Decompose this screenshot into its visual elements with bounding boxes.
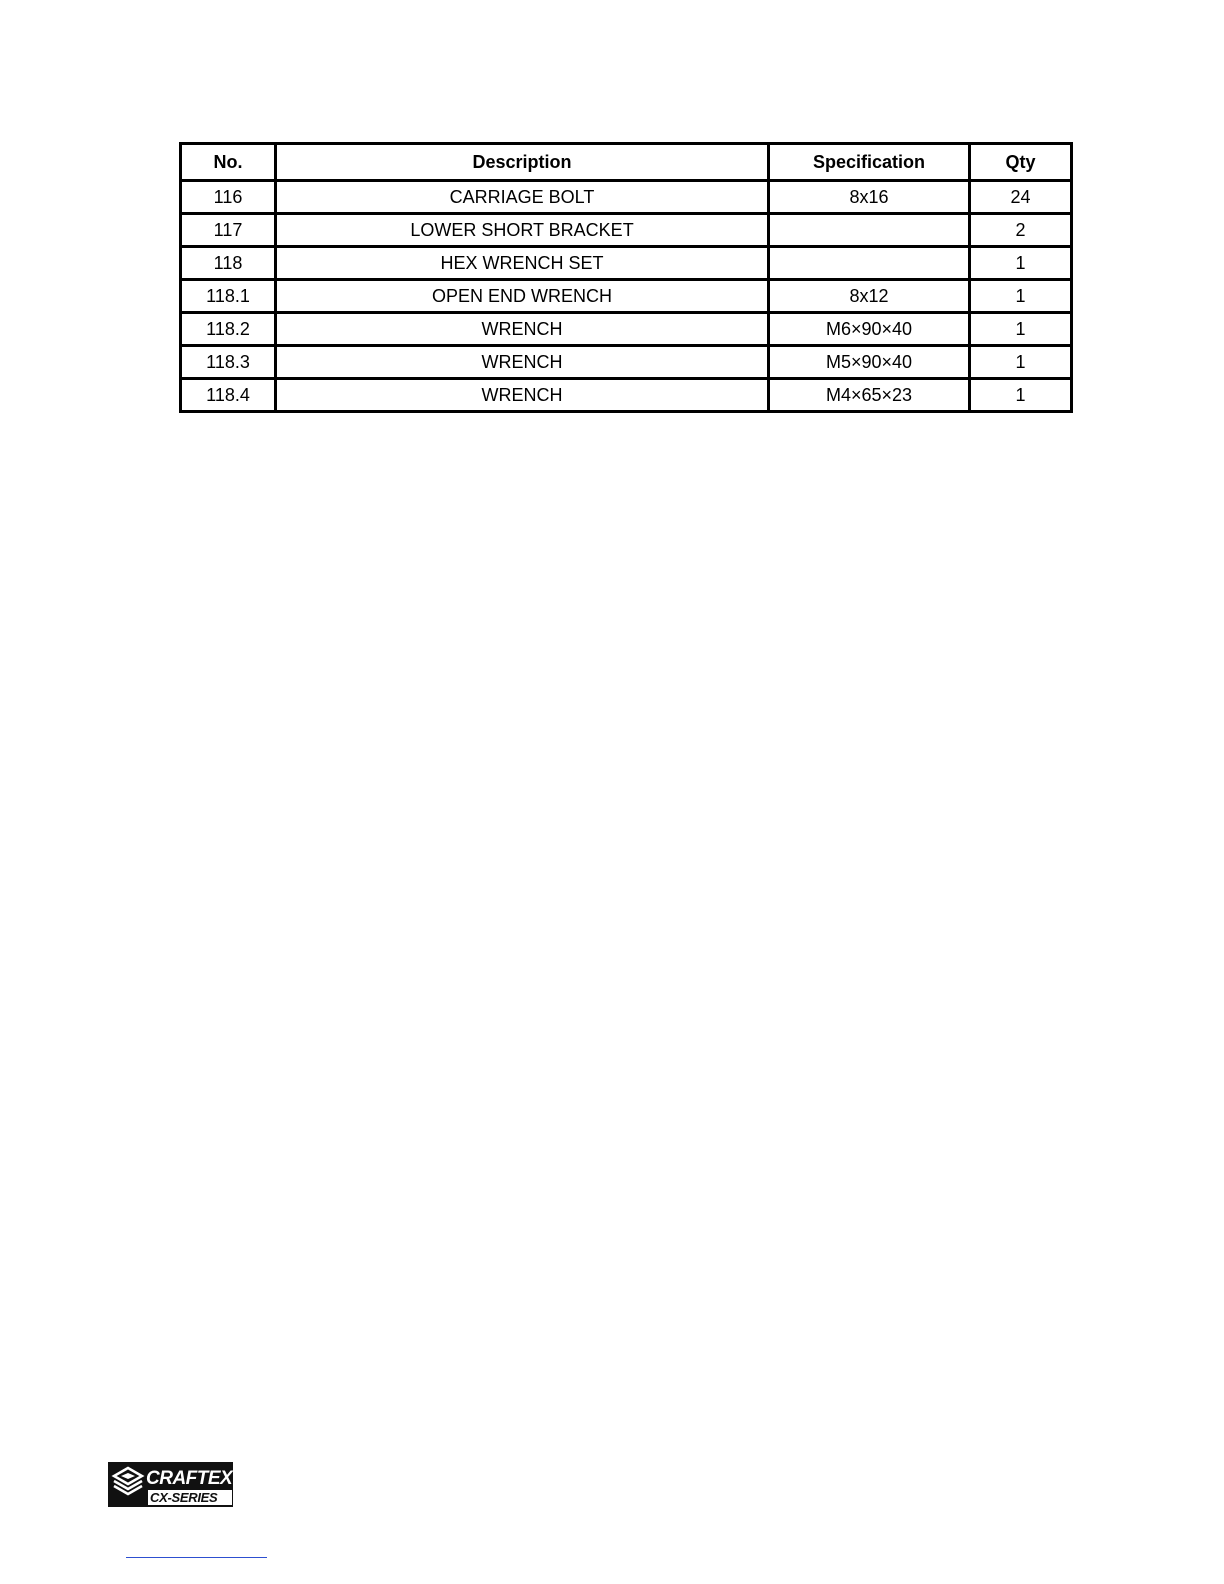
cell-description: WRENCH bbox=[276, 346, 769, 379]
cell-no: 116 bbox=[181, 181, 276, 214]
cell-no: 118 bbox=[181, 247, 276, 280]
table-row bbox=[181, 379, 1072, 412]
cell-description: CARRIAGE BOLT bbox=[276, 181, 769, 214]
table-row bbox=[181, 346, 1072, 379]
table-row bbox=[181, 280, 1072, 313]
cell-no: 118.4 bbox=[181, 379, 276, 412]
cell-qty: 1 bbox=[970, 346, 1072, 379]
cell-qty: 1 bbox=[970, 379, 1072, 412]
table-header-row bbox=[181, 144, 1072, 181]
cell-qty: 1 bbox=[970, 313, 1072, 346]
craftex-logo bbox=[108, 1462, 233, 1507]
cell-no: 118.3 bbox=[181, 346, 276, 379]
cell-no: 118.1 bbox=[181, 280, 276, 313]
cell-description: OPEN END WRENCH bbox=[276, 280, 769, 313]
cell-qty: 2 bbox=[970, 214, 1072, 247]
table-row bbox=[181, 181, 1072, 214]
cell-specification: M4×65×23 bbox=[769, 379, 970, 412]
footer-link-underline bbox=[126, 1557, 267, 1558]
logo-brand-text: CRAFTEX bbox=[146, 1468, 233, 1489]
cell-description: WRENCH bbox=[276, 379, 769, 412]
cell-description: HEX WRENCH SET bbox=[276, 247, 769, 280]
cell-specification: M5×90×40 bbox=[769, 346, 970, 379]
header-qty: Qty bbox=[970, 144, 1072, 181]
parts-table bbox=[179, 142, 1073, 413]
table-row bbox=[181, 247, 1072, 280]
cell-no: 118.2 bbox=[181, 313, 276, 346]
cell-qty: 24 bbox=[970, 181, 1072, 214]
table-row bbox=[181, 214, 1072, 247]
cell-specification bbox=[769, 214, 970, 247]
cell-qty: 1 bbox=[970, 280, 1072, 313]
cell-specification bbox=[769, 247, 970, 280]
cell-no: 117 bbox=[181, 214, 276, 247]
table-row bbox=[181, 313, 1072, 346]
cell-description: WRENCH bbox=[276, 313, 769, 346]
header-specification: Specification bbox=[769, 144, 970, 181]
header-no: No. bbox=[181, 144, 276, 181]
cell-description: LOWER SHORT BRACKET bbox=[276, 214, 769, 247]
cell-specification: 8x16 bbox=[769, 181, 970, 214]
cell-specification: M6×90×40 bbox=[769, 313, 970, 346]
cell-qty: 1 bbox=[970, 247, 1072, 280]
cell-specification: 8x12 bbox=[769, 280, 970, 313]
header-description: Description bbox=[276, 144, 769, 181]
logo-series-text: CX-SERIES bbox=[150, 1490, 218, 1505]
